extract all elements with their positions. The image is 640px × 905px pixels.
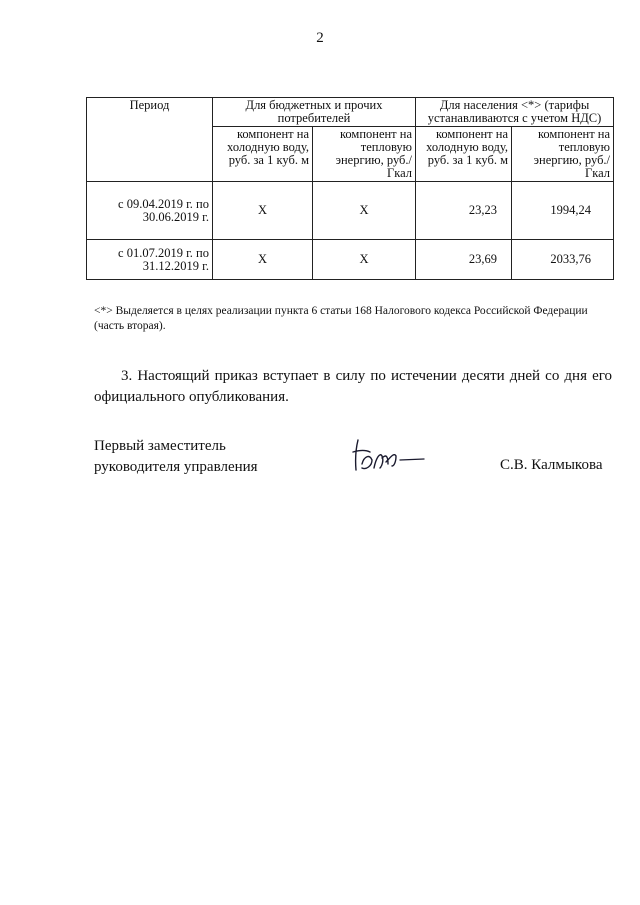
- signatory-title: [94, 436, 258, 478]
- header-population-group: Для населения <*> (тарифы устанавливаются с учетом НДС): [416, 98, 614, 127]
- header-population-heat-energy: компонент на тепловую энергию, руб./Гкал: [512, 127, 614, 182]
- signatory-title-line1: Первый заместитель: [94, 438, 226, 454]
- row-budget-heat: Х: [313, 240, 416, 280]
- signatory-name: С.В. Калмыкова: [500, 457, 603, 473]
- row-period: с 01.07.2019 г. по 31.12.2019 г.: [87, 240, 213, 280]
- signatory-title-line2: руководителя управления: [94, 459, 258, 475]
- tariff-table: [86, 97, 614, 280]
- table-row: [87, 182, 614, 240]
- header-budget-group: Для бюджетных и прочих потребителей: [213, 98, 416, 127]
- handwritten-signature: [350, 434, 430, 478]
- header-population-cold-water: компонент на холодную воду, руб. за 1 куб. м: [416, 127, 512, 182]
- row-budget-cold: Х: [213, 240, 313, 280]
- header-period: Период: [87, 98, 213, 182]
- table-row: [87, 240, 614, 280]
- footnote: <*> Выделяется в целях реализации пункта 6 статьи 168 Налогового кодекса Российской Федерации (часть вторая).: [94, 305, 588, 332]
- row-pop-heat: 2033,76: [512, 240, 614, 280]
- row-pop-heat: 1994,24: [512, 182, 614, 240]
- table-header-row: [87, 98, 614, 127]
- header-budget-cold-water: компонент на холодную воду, руб. за 1 куб. м: [213, 127, 313, 182]
- row-pop-cold: 23,69: [416, 240, 512, 280]
- clause-3: 3. Настоящий приказ вступает в силу по истечении десяти дней со дня его официального опубликования.: [94, 368, 612, 405]
- page-number: 2: [316, 30, 324, 46]
- row-pop-cold: 23,23: [416, 182, 512, 240]
- row-budget-cold: Х: [213, 182, 313, 240]
- row-period: с 09.04.2019 г. по 30.06.2019 г.: [87, 182, 213, 240]
- row-budget-heat: Х: [313, 182, 416, 240]
- header-budget-heat-energy: компонент на тепловую энергию, руб./Гкал: [313, 127, 416, 182]
